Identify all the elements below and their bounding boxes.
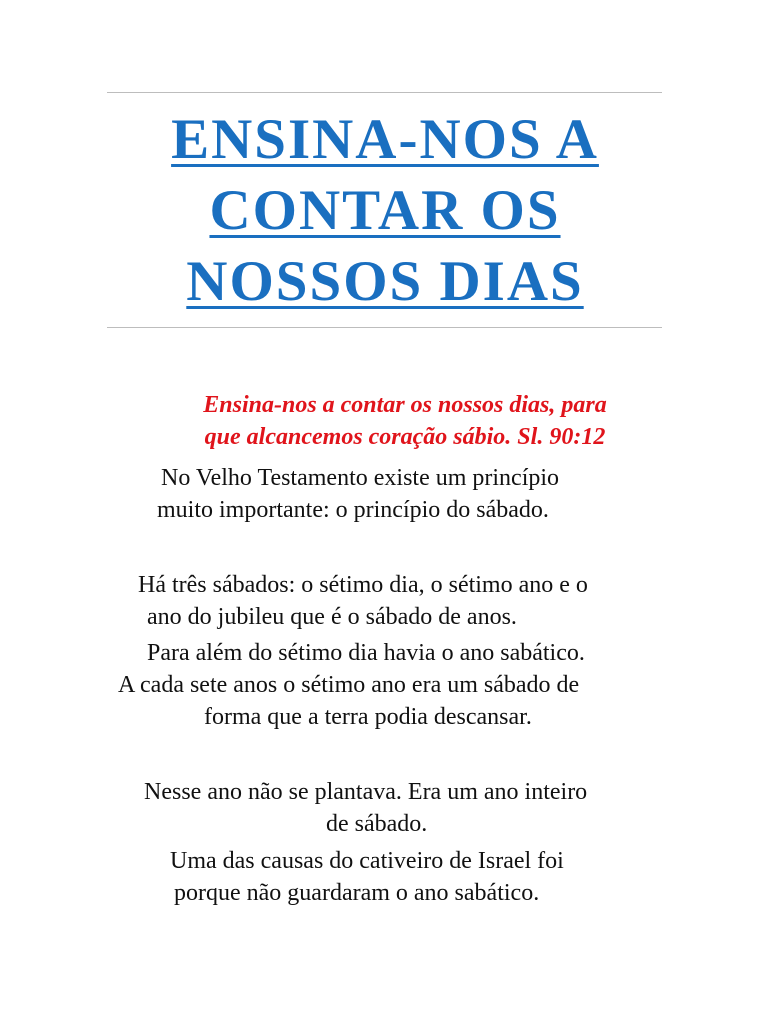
verse-line-2: que alcancemos coração sábio. Sl. 90:12 <box>204 424 606 450</box>
paragraph-line: Nesse ano não se plantava. Era um ano inteiro <box>144 779 588 805</box>
title-line-3: NOSSOS DIAS <box>186 250 584 313</box>
paragraph-line: Uma das causas do cativeiro de Israel foi <box>170 848 564 874</box>
paragraph-4 <box>144 776 587 840</box>
bottom-divider <box>107 327 662 328</box>
paragraph-line: ano do jubileu que é o sábado de anos. <box>147 604 517 630</box>
paragraph-1 <box>157 462 559 526</box>
title-line-1: ENSINA-NOS A <box>171 108 599 171</box>
bible-verse <box>120 389 690 453</box>
paragraph-line: A cada sete anos o sétimo ano era um sábado de <box>118 672 580 698</box>
paragraph-line: de sábado. <box>326 811 428 837</box>
paragraph-line: forma que a terra podia descansar. <box>204 704 532 730</box>
paragraph-line: porque não guardaram o ano sabático. <box>174 880 540 906</box>
paragraph-line: No Velho Testamento existe um princípio <box>161 465 560 491</box>
paragraph-2 <box>138 569 588 633</box>
verse-line-1: Ensina-nos a contar os nossos dias, para <box>203 392 607 418</box>
top-divider <box>107 92 662 93</box>
paragraph-5 <box>170 845 564 909</box>
paragraph-line: Há três sábados: o sétimo dia, o sétimo ano e o <box>138 572 588 598</box>
paragraph-line: Para além do sétimo dia havia o ano sabático. <box>147 640 585 666</box>
paragraph-3 <box>118 637 585 733</box>
title-line-2: CONTAR OS <box>209 179 561 242</box>
document-title <box>100 104 670 317</box>
paragraph-line: muito importante: o princípio do sábado. <box>157 497 549 523</box>
